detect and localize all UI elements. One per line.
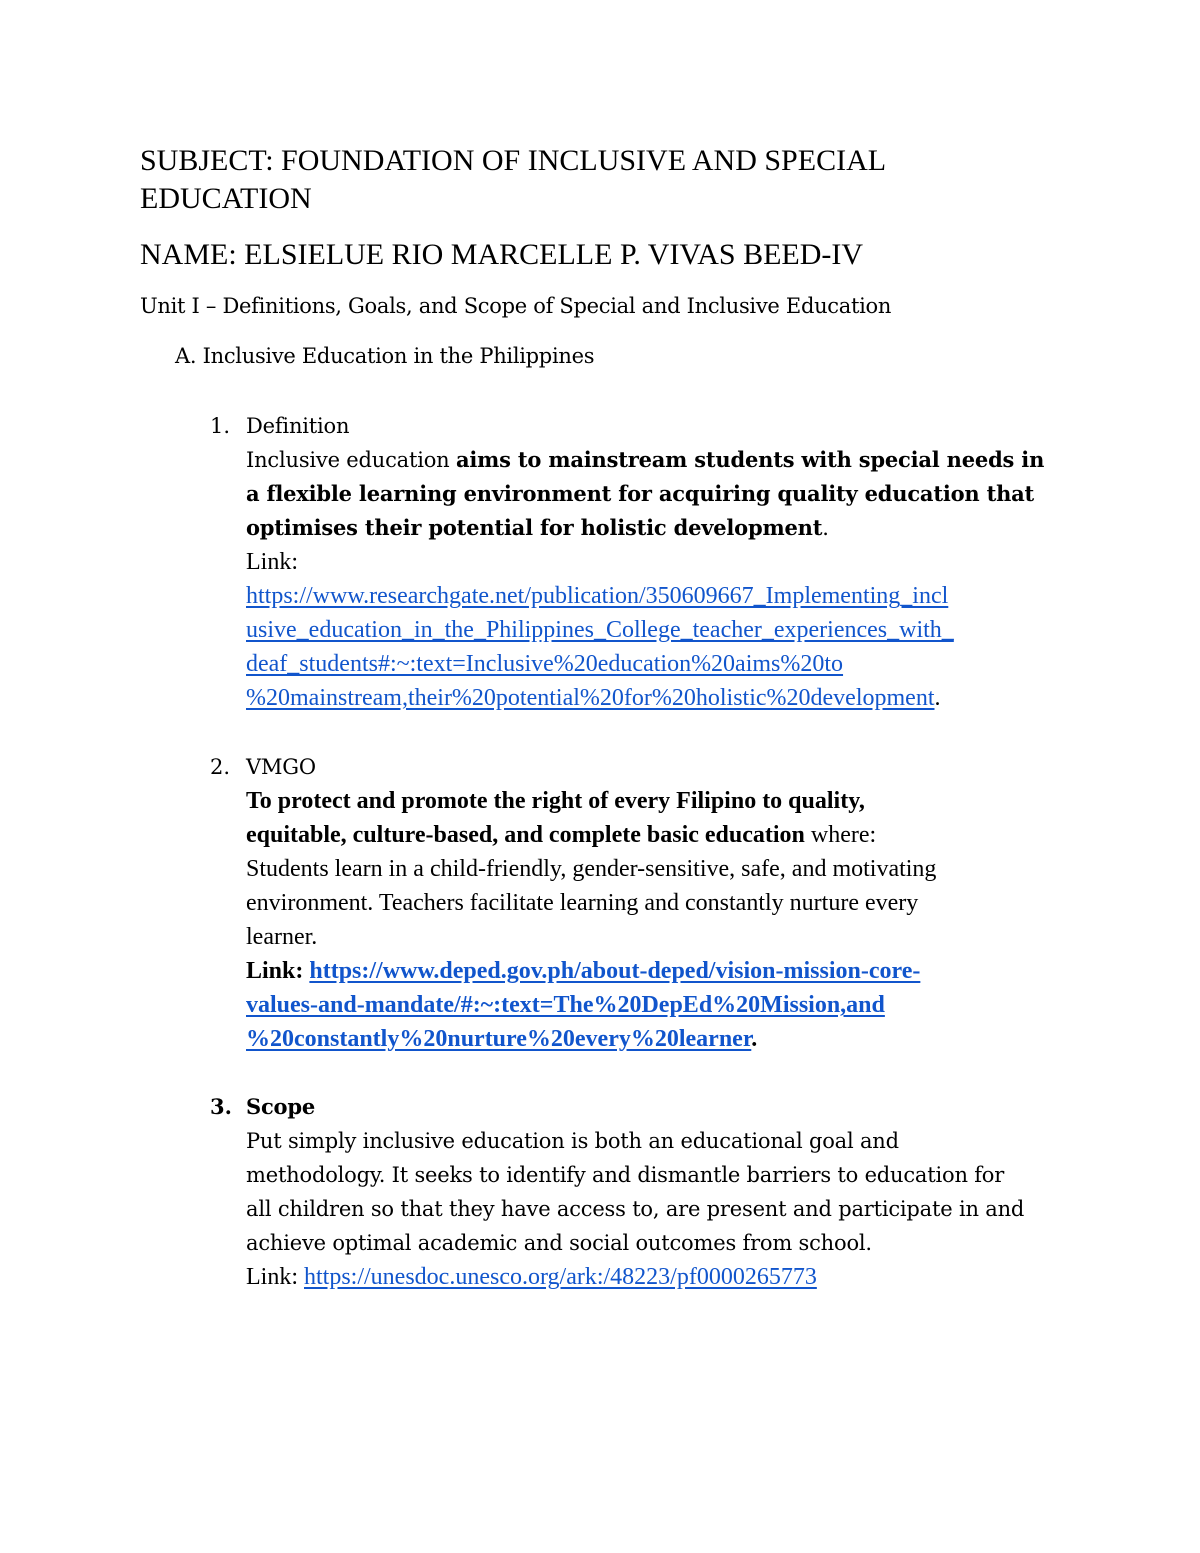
deped-link-line-1[interactable]: https://www.deped.gov.ph/about-deped/vision-mission-core- [309,958,921,984]
list-number: 1. [210,414,231,438]
researchgate-link-line-4-wrap: %20mainstream,their%20potential%20for%20holistic%20development. [246,685,941,711]
vmgo-text-line-1: To protect and promote the right of every Filipino to quality, [246,788,865,814]
item-heading: VMGO [246,755,316,779]
researchgate-link-line-3[interactable]: deaf_students#:~:text=Inclusive%20education%20aims%20to [246,651,844,677]
scope-text-line-3: all children so that they have access to, are present and participate in and [246,1197,1025,1221]
list-number: 3. [210,1094,232,1119]
researchgate-link-line-2[interactable]: usive_education_in_the_Philippines_College_teacher_experiences_with_ [246,617,954,643]
deped-link-line-3[interactable]: %20constantly%20nurture%20every%20learner [246,1026,752,1052]
definition-text-line-2: a flexible learning environment for acquiring quality education that [246,481,1035,506]
deped-link-line-3-wrap: %20constantly%20nurture%20every%20learner. [246,1026,758,1052]
subject-line-1: SUBJECT: FOUNDATION OF INCLUSIVE AND SPECIAL [140,144,887,177]
unit-title: Unit I – Definitions, Goals, and Scope of Special and Inclusive Education [140,294,892,318]
list-item-body [246,1090,1076,1294]
vmgo-text-line-4: environment. Teachers facilitate learning and constantly nurture every [246,890,919,916]
student-name: NAME: ELSIELUE RIO MARCELLE P. VIVAS BEED-IV [140,238,864,271]
vmgo-text-line-5: learner. [246,924,318,950]
definition-text-line-1: Inclusive education aims to mainstream students with special needs in [246,447,1045,472]
scope-text-line-2: methodology. It seeks to identify and dismantle barriers to education for [246,1163,1005,1187]
deped-link-line-2[interactable]: values-and-mandate/#:~:text=The%20DepEd%20Mission,and [246,992,885,1018]
link-label: Link: [246,549,298,575]
item-heading: Definition [246,414,350,438]
section-title: A. Inclusive Education in the Philippines [175,344,595,368]
subject-line-2: EDUCATION [140,182,312,215]
scope-text-line-1: Put simply inclusive education is both an educational goal and [246,1129,899,1153]
unesco-link-wrap [246,1260,1076,1294]
vmgo-text-line-3: Students learn in a child-friendly, gender-sensitive, safe, and motivating [246,856,937,882]
scope-text-line-4: achieve optimal academic and social outcomes from school. [246,1231,872,1255]
researchgate-link-line-4[interactable]: %20mainstream,their%20potential%20for%20holistic%20development [246,685,935,711]
list-number: 2. [210,755,231,779]
item-heading: Scope [246,1094,316,1119]
list-item-body [246,409,1076,715]
link-label: Link: [246,958,310,984]
subject-heading [140,142,1040,218]
researchgate-link-line-1[interactable]: https://www.researchgate.net/publication/350609667_Implementing_incl [246,583,949,609]
unesco-link[interactable]: https://unesdoc.unesco.org/ark:/48223/pf0000265773 [304,1264,817,1290]
list-item-body [246,750,1076,1056]
definition-text-line-3: optimises their potential for holistic development. [246,515,829,540]
vmgo-text-line-2: equitable, culture-based, and complete basic education where: [246,822,877,848]
deped-link-line-1-wrap [246,954,1076,988]
link-label: Link: [246,1264,304,1290]
